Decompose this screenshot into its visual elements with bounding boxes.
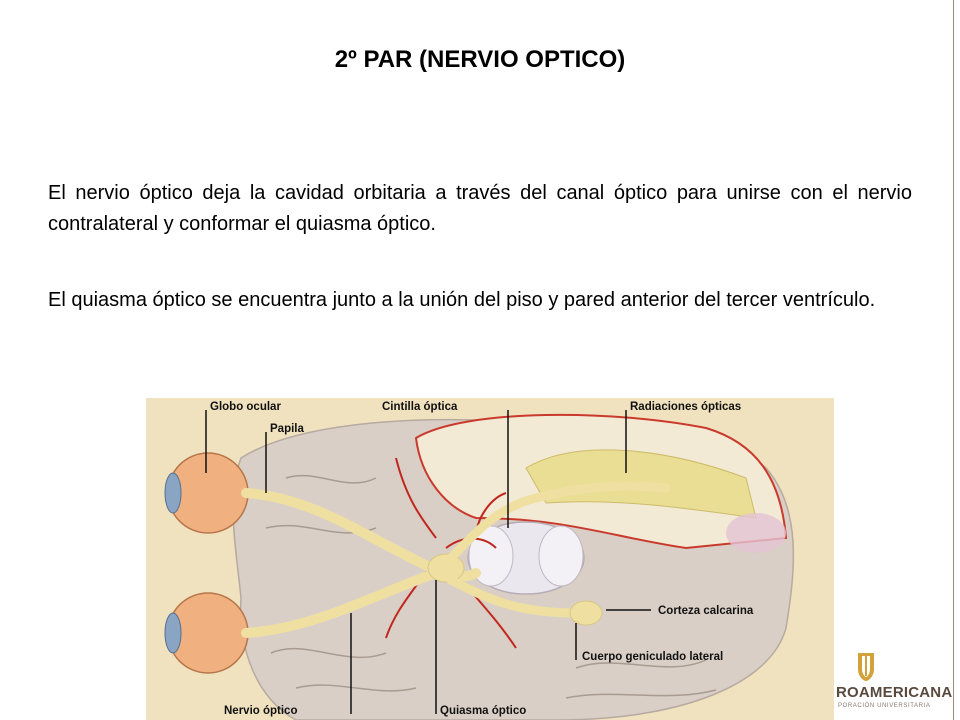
institution-logo (836, 650, 960, 720)
label-cintilla-optica: Cintilla óptica (382, 401, 458, 413)
logo-subtitle: PORACIÓN UNIVERSITARIA (838, 703, 931, 709)
logo-emblem (836, 650, 960, 684)
label-papila: Papila (270, 423, 304, 435)
optic-pathway-illustration (146, 398, 834, 720)
label-cuerpo-geniculado: Cuerpo geniculado lateral (582, 651, 724, 663)
optic-pathway-svg (146, 398, 834, 720)
label-nervio-optico: Nervio óptico (224, 705, 298, 717)
paragraph-1: El nervio óptico deja la cavidad orbitaria a través del canal óptico para unirse con el nervio contralateral y conformar el quiasma óptico. (48, 182, 912, 235)
paragraph-2: El quiasma óptico se encuentra junto a la unión del piso y pared anterior del tercer ventrículo. (48, 289, 876, 311)
calcarine-cortex-area (726, 513, 786, 553)
label-globo-ocular: Globo ocular (210, 401, 281, 413)
label-corteza-calcarina: Corteza calcarina (658, 605, 754, 617)
label-radiaciones-opticas: Radiaciones ópticas (630, 401, 742, 413)
slide-title: 2º PAR (NERVIO OPTICO) (334, 46, 626, 73)
lateral-geniculate-body (570, 601, 602, 625)
slide-border-line (953, 0, 954, 720)
logo-name: ROAMERICANA (836, 684, 953, 701)
optic-chiasm (428, 554, 464, 582)
thalamus-right (539, 526, 583, 586)
label-quiasma-optico: Quiasma óptico (440, 705, 527, 717)
